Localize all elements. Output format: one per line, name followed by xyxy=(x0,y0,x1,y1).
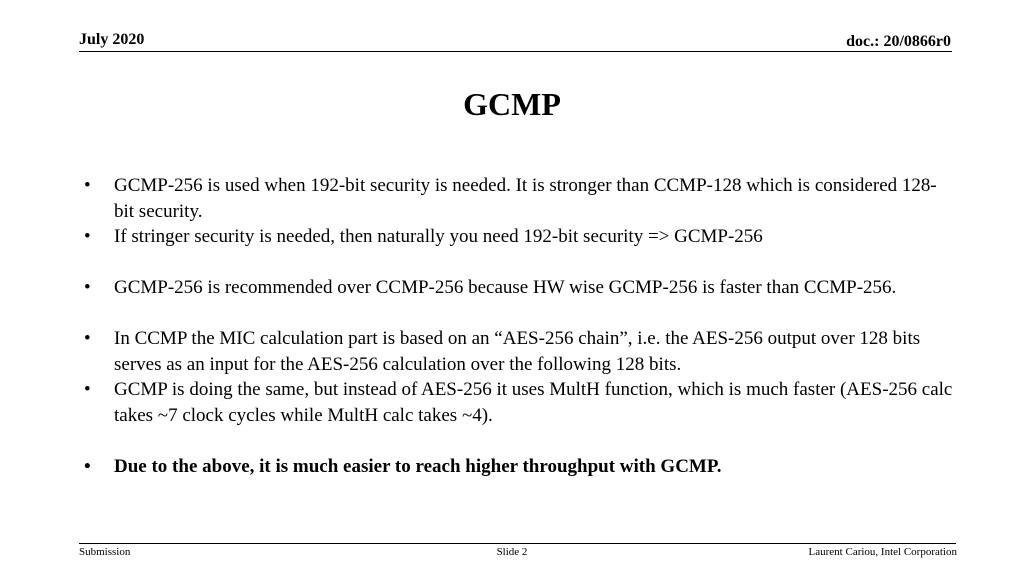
header-rule xyxy=(79,51,952,52)
spacer xyxy=(84,428,954,454)
footer-submission: Submission xyxy=(79,546,131,558)
spacer xyxy=(84,301,954,327)
bullet-item-emphasis xyxy=(84,454,954,480)
bullet-text: In CCMP the MIC calculation part is based on an “AES-256 chain”, i.e. the AES-256 output over 128 bits serves as an input for the AES-256 calculation over the following 128 bits. xyxy=(114,328,921,375)
bullet-text: GCMP-256 is used when 192-bit security is needed. It is stronger than CCMP-128 which is considered 128-bit security. xyxy=(114,175,937,222)
bullet-text: If stringer security is needed, then naturally you need 192-bit security => GCMP-256 xyxy=(114,226,763,247)
bullet-list xyxy=(84,173,954,479)
bullet-item xyxy=(84,326,954,377)
bullet-item xyxy=(84,173,954,224)
bullet-marker: • xyxy=(84,455,91,477)
bullet-text: GCMP is doing the same, but instead of AES-256 it uses MultH function, which is much faster (AES-256 calc takes ~7 clock cycles while MultH calc takes ~4). xyxy=(114,379,953,426)
bullet-marker: • xyxy=(84,328,91,349)
bullet-marker: • xyxy=(84,379,91,400)
header-date: July 2020 xyxy=(79,31,145,48)
bullet-item xyxy=(84,377,954,428)
footer-rule xyxy=(79,543,956,544)
bullet-marker: • xyxy=(84,175,91,196)
bullet-text: GCMP-256 is recommended over CCMP-256 because HW wise GCMP-256 is faster than CCMP-256. xyxy=(114,277,897,298)
bullet-marker: • xyxy=(84,226,91,247)
bullet-text: Due to the above, it is much easier to reach higher throughput with GCMP. xyxy=(114,455,722,477)
bullet-item xyxy=(84,275,954,301)
bullet-marker: • xyxy=(84,277,91,298)
footer-slide-number: Slide 2 xyxy=(496,546,528,558)
bullet-item xyxy=(84,224,954,250)
footer-author: Laurent Cariou, Intel Corporation xyxy=(808,546,957,558)
spacer xyxy=(84,250,954,276)
slide-title: GCMP xyxy=(463,86,561,122)
header-doc-id: doc.: 20/0866r0 xyxy=(846,33,951,50)
